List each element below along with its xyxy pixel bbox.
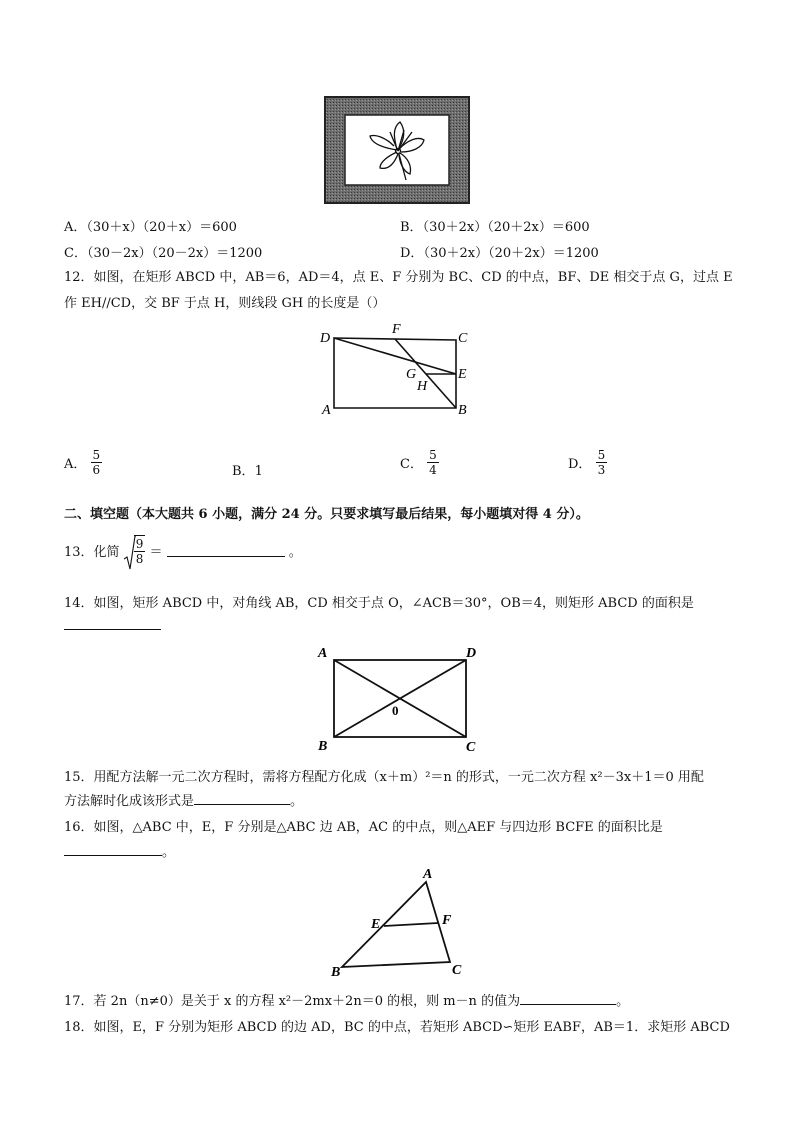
option-letter: B． [232,464,255,479]
q11-option-c [64,242,262,261]
answer-blank[interactable] [64,843,162,856]
q13-suffix: 。 [288,545,302,560]
label-e: E [371,917,381,932]
label-a: A [318,646,328,661]
q12-stem-line1: 12．如图，在矩形 ABCD 中，AB＝6，AD＝4，点 E、F 分别为 BC、CD 的中点，BF、DE 相交于点 G，过点 E [64,270,733,285]
segment-de [334,338,456,374]
numerator: 9 [135,537,144,551]
q11-option-a [64,216,237,235]
q11-option-b [400,216,590,235]
q16-stem-line1: 16．如图，△ABC 中，E，F 分别是△ABC 边 AB，AC 的中点，则△AEF 与四边形 BCFE 的面积比是 [64,820,663,835]
label-b: B [318,739,328,754]
q12-rectangle-figure [318,318,478,422]
numerator: 5 [92,448,101,462]
denominator: 6 [92,463,101,477]
q12-option-c [400,448,439,477]
denominator: 3 [597,463,606,477]
label-a: A [322,403,331,418]
q18-stem-line1: 18．如图，E，F 分别为矩形 ABCD 的边 AD，BC 的中点，若矩形 ABCD∽矩形 EABF，AB＝1．求矩形 ABCD [64,1020,730,1035]
radical-sign-icon [124,535,136,571]
label-c: C [466,740,476,755]
q16-triangle-figure [320,866,480,982]
option-letter: C． [400,457,423,472]
option-text: 1 [254,464,263,479]
q16-stem-line2 [64,841,175,860]
fraction [427,448,439,477]
q17-suffix: 。 [616,994,630,1009]
numerator: 5 [429,448,437,462]
answer-blank[interactable] [194,792,290,805]
option-text: （30＋2x）（20＋2x）＝1200 [423,246,599,261]
q13-prefix: 13．化简 [64,545,120,560]
q12-stem-line2: 作 EH//CD，交 BF 于点 H，则线段 GH 的长度是（） [64,296,386,311]
q16-suffix: 。 [162,845,176,860]
label-b: B [331,965,341,980]
q15-stem-line2 [64,790,303,809]
section-heading: 二、填空题（本大题共 6 小题，满分 24 分。只要求填写最后结果，每小题填对得 4 分）。 [64,507,589,522]
answer-blank[interactable] [520,992,616,1005]
q17-line [64,990,629,1009]
fraction [596,448,608,477]
answer-blank[interactable] [167,544,285,557]
label-e: E [458,367,467,382]
label-f: F [392,322,401,337]
label-c: C [458,331,468,346]
q17-prefix: 17．若 2n（n≠0）是关于 x 的方程 x²－2mx＋2n＝0 的根，则 m－n 的值为 [64,994,521,1009]
sqrt-expression [124,535,146,566]
denominator: 8 [135,552,144,566]
q12-option-a [64,448,102,477]
q11-option-d [400,242,599,261]
option-letter: A． [64,457,87,472]
segment-ef [384,923,438,926]
label-b: B [458,403,467,418]
label-d: D [320,331,331,346]
option-text: （30＋x）（20＋x）＝600 [86,220,237,235]
label-c: C [452,963,462,978]
option-letter: B． [400,220,423,235]
fraction [91,448,103,477]
q14-answer-blank[interactable] [64,615,161,630]
label-f: F [442,913,452,928]
option-text: （30－2x）（20－2x）＝1200 [86,246,263,261]
q15-suffix: 。 [290,794,304,809]
label-a: A [423,867,433,882]
label-g: G [406,367,417,382]
option-letter: D． [568,457,592,472]
q14-stem-line1: 14．如图，矩形 ABCD 中，对角线 AB，CD 相交于点 O，∠ACB＝30°，OB＝4，则矩形 ABCD 的面积是 [64,596,694,611]
denominator: 4 [429,463,437,477]
option-letter: C． [64,246,87,261]
q12-option-d [568,448,607,477]
q15-stem-line1: 15．用配方法解一元二次方程时，需将方程配方化成（x＋m）²＝n 的形式，一元二次方程 x²－3x＋1＝0 用配 [64,770,704,785]
option-letter: A． [64,220,87,235]
label-o: 0 [392,703,399,718]
option-text: （30＋2x）（20＋2x）＝600 [422,220,590,235]
option-letter: D． [400,246,424,261]
equals-sign: ＝ [149,545,163,560]
q12-option-b [232,460,263,479]
q13-line [64,535,302,566]
q15-prefix: 方法解时化成该形式是 [64,794,195,809]
q14-rectangle-figure [316,643,486,755]
label-d: D [466,646,477,661]
rectangle-abcd [334,338,456,408]
q11-frame-figure [324,96,470,204]
numerator: 5 [597,448,606,462]
label-h: H [417,379,428,394]
